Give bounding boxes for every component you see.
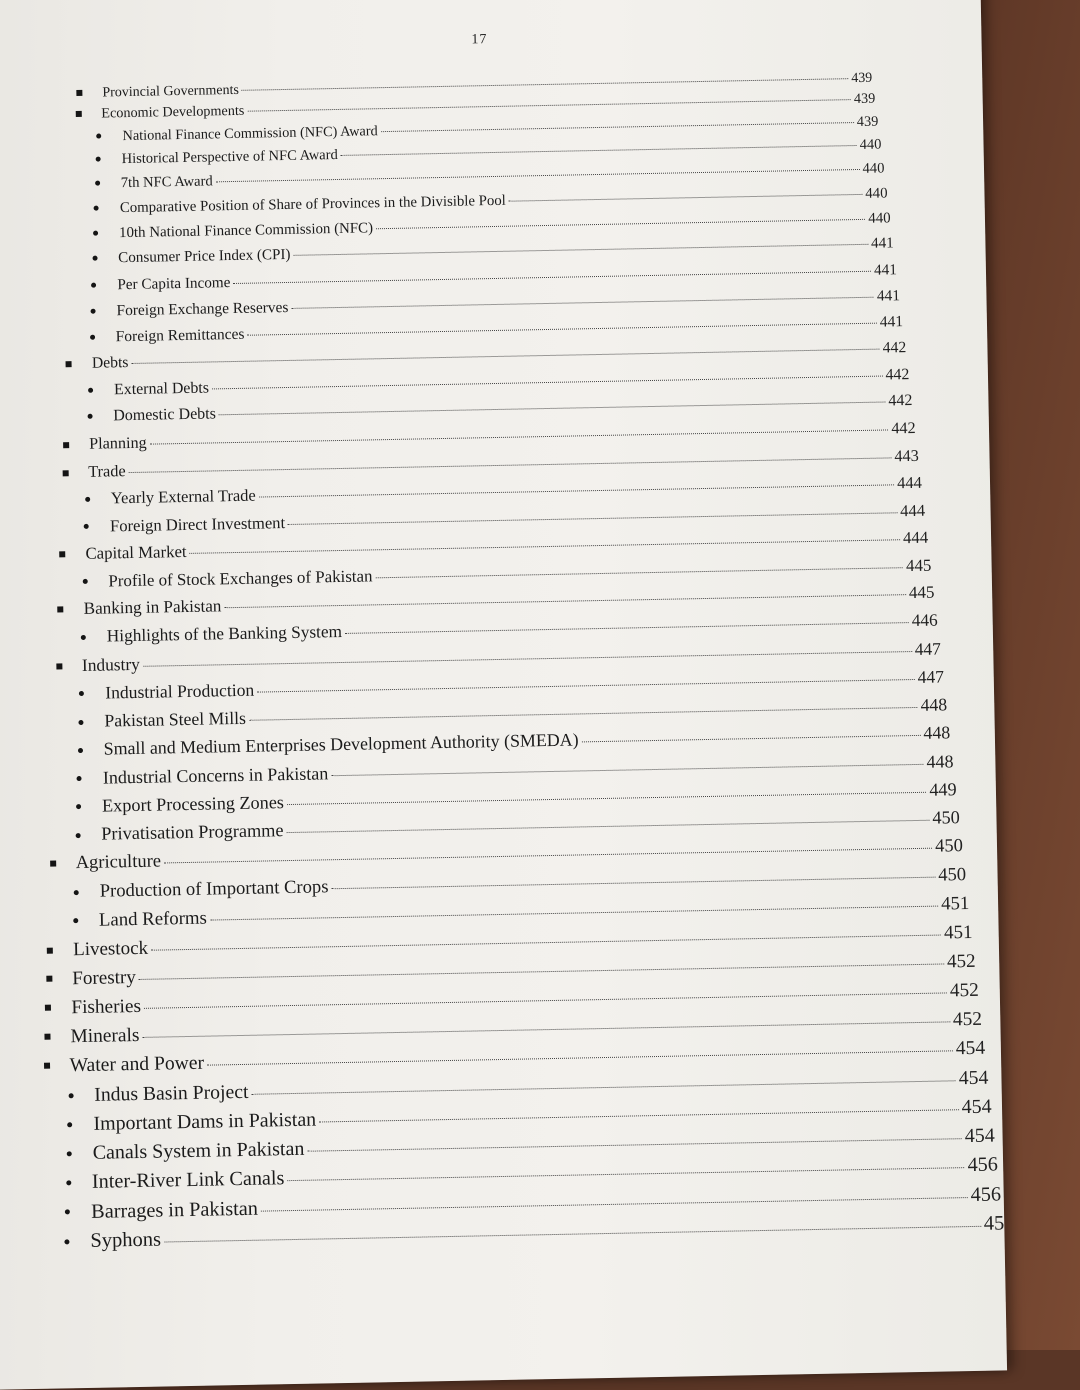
toc-entry-page: 441 [870, 235, 894, 252]
toc-entry-page: 448 [920, 694, 948, 715]
toc-entry-title: Foreign Direct Investment [109, 512, 286, 536]
toc-entry-page: 444 [902, 527, 929, 548]
toc-entry-title: Industry [81, 653, 141, 675]
toc-entry-page: 452 [952, 1008, 983, 1030]
square-bullet-icon [62, 462, 88, 482]
square-bullet-icon [75, 106, 101, 123]
toc-entry-title: Consumer Price Index (CPI) [118, 247, 291, 267]
toc-entry-title: Yearly External Trade [110, 486, 256, 508]
dot-leader [247, 99, 851, 112]
toc-entry-page: 440 [868, 210, 891, 227]
toc-entry-title: Foreign Exchange Reserves [116, 298, 289, 319]
dot-leader [233, 271, 871, 284]
dot-leader [509, 194, 863, 202]
toc-entry-page: 450 [934, 835, 964, 857]
toc-entry-page: 444 [896, 473, 923, 493]
toc-entry-page: 452 [949, 979, 979, 1001]
toc-entry-title: Capital Market [85, 542, 187, 564]
toc-entry-page: 448 [926, 750, 954, 772]
toc-entry-page: 441 [876, 286, 901, 305]
square-bullet-icon [43, 1055, 69, 1077]
toc-entry-title: National Finance Commission (NFC) Award [122, 122, 378, 144]
round-bullet-icon [90, 302, 116, 320]
toc-entry-title: External Debts [113, 379, 210, 398]
toc-entry-page: 442 [891, 419, 916, 438]
toc-entry-title: Agriculture [75, 851, 162, 873]
toc-entry-page: 447 [914, 638, 942, 660]
dot-leader [376, 219, 865, 229]
square-bullet-icon [66, 355, 92, 373]
dot-leader [210, 906, 938, 921]
dot-leader [331, 877, 935, 890]
dot-leader [257, 679, 914, 693]
toc-entry-title: Comparative Position of Share of Provinces in the Divisible Pool [119, 192, 506, 217]
toc-entry-title: Per Capita Income [117, 273, 231, 294]
dot-leader [212, 375, 883, 389]
round-bullet-icon [77, 767, 103, 788]
toc-entry-page: 441 [873, 261, 898, 279]
round-bullet-icon [68, 1083, 94, 1106]
dot-leader [293, 244, 868, 256]
toc-entry-page: 443 [894, 446, 919, 466]
round-bullet-icon [77, 739, 103, 760]
toc-entry-title: Land Reforms [98, 907, 208, 931]
dot-leader [216, 169, 860, 182]
toc-entry-page: 454 [961, 1095, 992, 1118]
toc-entry-page: 456 [970, 1183, 1002, 1206]
toc-entry-title: Economic Developments [101, 102, 245, 122]
toc-entry-title: 10th National Finance Commission (NFC) [118, 220, 374, 242]
dot-leader [341, 145, 857, 156]
toc-entry-title: Small and Medium Enterprises Development Authority (SMEDA) [103, 729, 579, 759]
round-bullet-icon [73, 910, 99, 932]
toc-entry-title: Inter-River Link Canals [91, 1167, 285, 1194]
page-number: 17 [471, 32, 488, 48]
dot-leader [259, 485, 894, 498]
toc-entry-title: Historical Perspective of NFC Award [121, 147, 338, 168]
round-bullet-icon [66, 1171, 92, 1194]
dot-leader [129, 458, 892, 474]
round-bullet-icon [88, 381, 114, 399]
toc-entry-title: Provincial Governments [102, 82, 239, 101]
round-bullet-icon [79, 683, 105, 704]
dot-leader [381, 122, 854, 132]
toc-entry-page: 45 [983, 1212, 1005, 1235]
square-bullet-icon [45, 997, 71, 1019]
toc-entry-page: 456 [967, 1153, 999, 1177]
round-bullet-icon [95, 175, 121, 192]
toc-entry-title: Forestry [72, 966, 137, 989]
round-bullet-icon [92, 250, 118, 267]
square-bullet-icon [50, 853, 76, 874]
dot-leader [131, 349, 879, 364]
dot-leader [190, 539, 900, 554]
toc-entry-title: Privatisation Programme [101, 820, 284, 844]
toc-entry-title: Pakistan Steel Mills [104, 707, 247, 731]
toc-entry-page: 444 [899, 500, 926, 520]
square-bullet-icon [58, 599, 84, 619]
toc-entry-page: 450 [932, 807, 960, 828]
dot-leader [345, 622, 909, 634]
round-bullet-icon [91, 276, 117, 294]
dot-leader [319, 1109, 959, 1122]
toc-entry-title: Domestic Debts [113, 405, 217, 425]
toc-entry-title: Barrages in Pakistan [90, 1197, 259, 1223]
dot-leader [164, 1226, 981, 1243]
dot-leader [207, 1050, 953, 1065]
round-bullet-icon [78, 711, 104, 732]
round-bullet-icon [90, 328, 116, 346]
toc-entry-title: Minerals [70, 1024, 140, 1047]
square-bullet-icon [46, 968, 72, 990]
toc-entry-title: Debts [91, 354, 129, 372]
square-bullet-icon [63, 435, 89, 454]
dot-leader [219, 402, 886, 416]
toc-entry-page: 454 [955, 1037, 986, 1059]
toc-entry-page: 447 [917, 666, 945, 687]
square-bullet-icon [56, 655, 82, 676]
round-bullet-icon [96, 128, 122, 145]
toc-entry-title: Industrial Concerns in Pakistan [102, 762, 329, 788]
round-bullet-icon [82, 571, 108, 591]
toc-entry-title: Canals System in Pakistan [92, 1137, 305, 1164]
toc-entry-title: Export Processing Zones [101, 792, 285, 816]
dot-leader [249, 707, 918, 721]
dot-leader [150, 430, 889, 445]
toc-entry-page: 445 [908, 582, 935, 603]
round-bullet-icon [76, 795, 102, 816]
toc-entry-page: 454 [958, 1066, 989, 1089]
dot-leader [151, 934, 941, 950]
toc-entry-title: Planning [88, 433, 147, 454]
toc-entry-page: 451 [940, 893, 970, 915]
toc-entry-page: 440 [859, 136, 882, 154]
toc-entry-page: 441 [879, 312, 904, 331]
toc-entry-page: 449 [929, 779, 957, 800]
dot-leader [139, 963, 944, 979]
toc-entry-page: 439 [853, 90, 876, 108]
dot-leader [331, 763, 923, 775]
toc-entry-page: 439 [851, 70, 873, 87]
toc-entry-page: 450 [938, 864, 967, 887]
toc-entry-page: 440 [865, 185, 888, 202]
toc-entry-page: 452 [946, 950, 976, 973]
toc-entry-title: Important Dams in Pakistan [93, 1108, 317, 1135]
dot-leader [287, 820, 930, 833]
round-bullet-icon [94, 200, 120, 217]
round-bullet-icon [85, 489, 111, 509]
dot-leader [582, 735, 921, 743]
toc-entry-page: 446 [911, 610, 938, 631]
toc-entry-page: 440 [862, 160, 885, 178]
round-bullet-icon [64, 1230, 90, 1253]
toc-entry-title: Trade [88, 461, 126, 482]
dot-leader [287, 792, 926, 805]
square-bullet-icon [76, 85, 102, 101]
toc-entry-title: Profile of Stock Exchanges of Pakistan [108, 566, 373, 591]
dot-leader [261, 1197, 968, 1212]
dot-leader [143, 651, 912, 667]
toc-entry-page: 454 [964, 1124, 995, 1148]
round-bullet-icon [75, 824, 101, 845]
round-bullet-icon [67, 1142, 93, 1165]
round-bullet-icon [93, 225, 119, 242]
dot-leader [242, 78, 848, 91]
dot-leader [375, 567, 903, 578]
dot-leader [288, 512, 897, 525]
toc-entry-title: Production of Important Crops [99, 876, 329, 903]
dot-leader [307, 1138, 961, 1152]
round-bullet-icon [96, 151, 122, 168]
toc-entry-title: Livestock [72, 937, 149, 961]
toc-entry-title: Foreign Remittances [115, 325, 245, 346]
round-bullet-icon [87, 408, 113, 426]
toc-entry-title: Indus Basin Project [94, 1080, 249, 1106]
dot-leader [224, 595, 905, 609]
dot-leader [142, 1021, 949, 1038]
toc-entry-title: Fisheries [71, 995, 142, 1018]
toc-entry-title: Banking in Pakistan [83, 596, 222, 619]
dot-leader [291, 296, 874, 308]
dot-leader [144, 992, 947, 1008]
dot-leader [247, 322, 876, 335]
round-bullet-icon [74, 881, 100, 903]
round-bullet-icon [67, 1113, 93, 1136]
round-bullet-icon [81, 627, 107, 647]
dot-leader [287, 1167, 964, 1181]
toc-entry-title: Industrial Production [105, 679, 255, 703]
toc-entry-page: 445 [905, 555, 932, 575]
round-bullet-icon [65, 1201, 91, 1224]
dot-leader [251, 1080, 955, 1095]
toc-entry-title: Syphons [90, 1228, 162, 1252]
square-bullet-icon [59, 544, 85, 564]
toc-entry-page: 439 [856, 113, 879, 130]
toc-entry-page: 442 [888, 392, 913, 410]
dot-leader [164, 848, 932, 864]
toc-entry-page: 442 [885, 365, 910, 384]
square-bullet-icon [47, 939, 73, 961]
toc-entry-title: Water and Power [69, 1052, 205, 1076]
toc-entry-title: 7th NFC Award [120, 173, 213, 192]
square-bullet-icon [44, 1026, 70, 1048]
toc-entry-page: 451 [943, 921, 973, 944]
toc-entry-title: Highlights of the Banking System [106, 622, 343, 646]
round-bullet-icon [84, 516, 110, 536]
toc-entry-page: 442 [882, 339, 907, 357]
toc-entry-page: 448 [923, 722, 951, 744]
